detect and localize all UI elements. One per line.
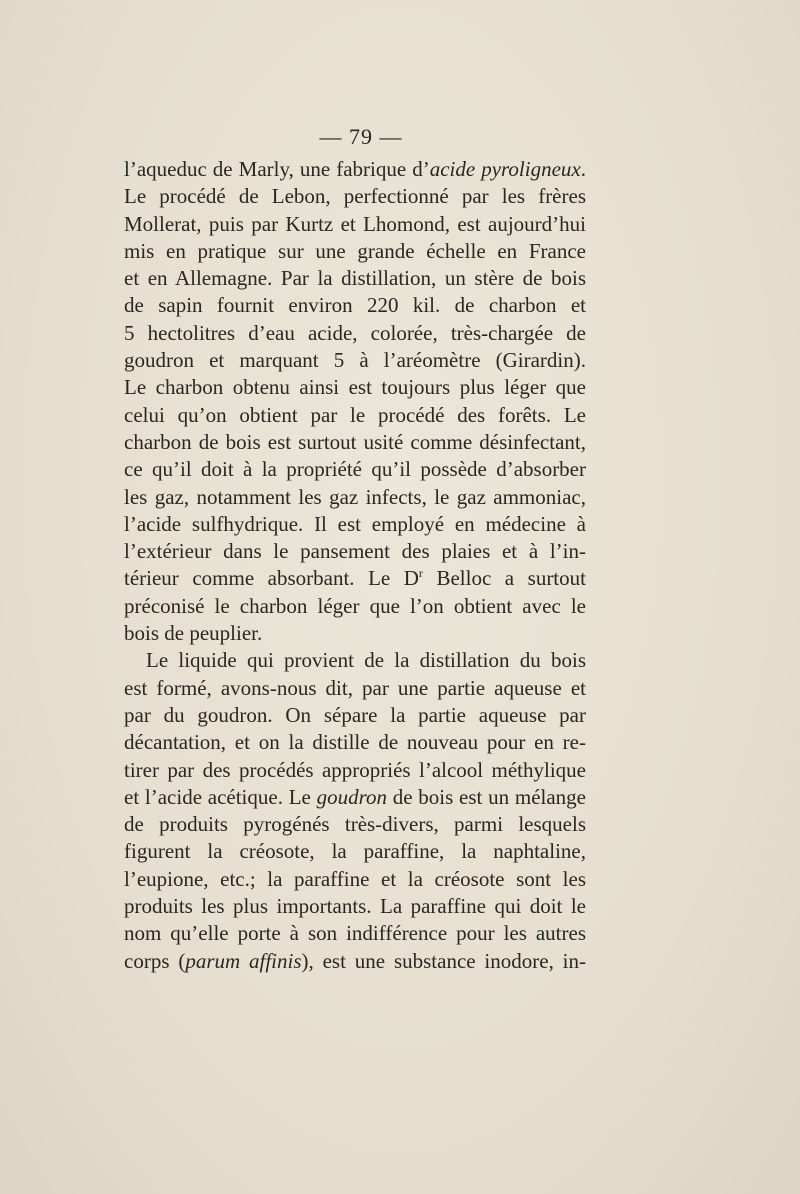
text-line: décantation, et on la distille de nouveau pour en re-	[124, 730, 586, 755]
text-line: celui qu’on obtient par le procédé des forêts. Le	[124, 402, 586, 427]
text-line: goudron et marquant 5 à l’aréomètre (Girardin).	[124, 348, 586, 373]
text-line: est formé, avons-nous dit, par une partie aqueuse et	[124, 675, 586, 700]
text-line: charbon de bois est surtout usité comme désinfectant,	[124, 429, 586, 454]
text-line: de sapin fournit environ 220 kil. de charbon et	[124, 293, 586, 318]
text-line: l’extérieur dans le pansement des plaies et à l’in-	[124, 539, 586, 564]
text-line: tirer par des procédés appropriés l’alcool méthylique	[124, 757, 586, 782]
body-text	[124, 156, 586, 975]
text-line: bois de peuplier.	[124, 621, 263, 646]
text-line	[124, 565, 586, 592]
text-fragment: térieur comme absorbant. Le D	[124, 566, 419, 591]
text-line: l’acide sulfhydrique. Il est employé en médecine à	[124, 511, 586, 536]
italic-fragment: acide pyroligneux	[429, 157, 581, 181]
text-line: préconisé le charbon léger que l’on obtient avec le	[124, 593, 586, 618]
text-line	[124, 156, 586, 183]
text-fragment: Belloc a surtout	[422, 566, 586, 591]
text-line: figurent la créosote, la paraffine, la naphtaline,	[124, 839, 586, 864]
text-line: l’eupione, etc.; la paraffine et la créosote sont les	[124, 866, 586, 891]
text-line: ce qu’il doit à la propriété qu’il possède d’absorber	[124, 457, 586, 482]
text-line	[124, 784, 586, 811]
superscript: r	[418, 566, 423, 581]
text-line	[124, 948, 586, 975]
text-line: et en Allemagne. Par la distillation, un stère de bois	[124, 266, 586, 291]
text-line: Le charbon obtenu ainsi est toujours plus léger que	[124, 375, 586, 400]
page-number: — 79 —	[319, 124, 403, 149]
text-line: mis en pratique sur une grande échelle en France	[124, 238, 586, 263]
text-fragment: l’aqueduc de Marly, une fabrique d’	[124, 157, 430, 181]
text-line: les gaz, notamment les gaz infects, le gaz ammoniac,	[124, 484, 586, 509]
text-line: 5 hectolitres d’eau acide, colorée, très-chargée de	[124, 320, 586, 345]
text-line: par du goudron. On sépare la partie aqueuse par	[124, 702, 586, 727]
text-line: Le liquide qui provient de la distillation du bois	[146, 648, 586, 673]
text-fragment: de bois est un mélange	[387, 784, 586, 809]
text-line: nom qu’elle porte à son indifférence pour les autres	[124, 921, 586, 946]
text-fragment: ), est une substance inodore, in-	[301, 948, 586, 973]
text-line: Mollerat, puis par Kurtz et Lhomond, est aujourd’hui	[124, 211, 586, 236]
text-line: de produits pyrogénés très-divers, parmi lesquels	[124, 812, 586, 837]
text-line: Le procédé de Lebon, perfectionné par les frères	[124, 184, 586, 209]
text-fragment: corps (	[124, 948, 186, 973]
italic-fragment: goudron	[316, 784, 387, 809]
text-fragment: et l’acide acétique. Le	[124, 784, 317, 809]
italic-fragment: parum affinis	[185, 948, 302, 973]
text-line: produits les plus importants. La paraffine qui doit le	[124, 894, 586, 919]
text-fragment: .	[580, 157, 586, 181]
